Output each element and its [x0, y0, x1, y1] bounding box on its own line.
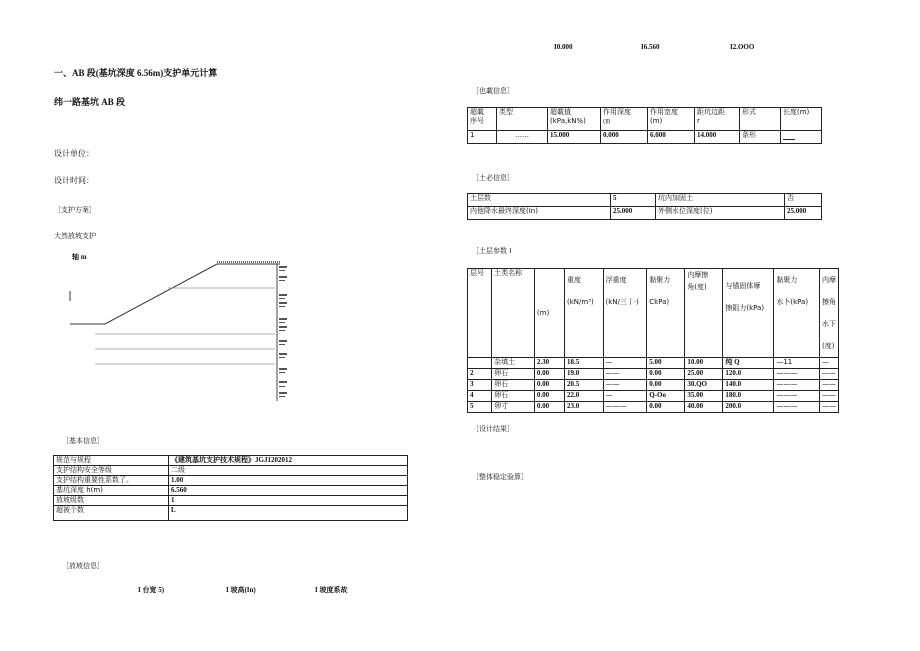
- table-cell: [468, 358, 492, 369]
- table-cell: 35.00: [685, 391, 723, 402]
- basic-info-table: [53, 455, 408, 521]
- table-header: 内摩擦角 水下(度): [820, 269, 839, 358]
- table-cell: 0.00: [647, 402, 685, 413]
- table-cell: 180.0: [723, 391, 774, 402]
- support-type: 大然放坡支护: [54, 232, 96, 240]
- table-cell: ——: [603, 380, 647, 391]
- slope-header-width: I 台宽 5): [138, 586, 165, 594]
- table-cell: 卵石: [492, 391, 535, 402]
- overload-table: [467, 107, 822, 144]
- table-row: [468, 369, 839, 380]
- table-cell: ———: [774, 380, 820, 391]
- table-header: 与锚固体摩 擦阻力(kPa): [723, 269, 774, 358]
- table-cell: ——: [820, 402, 839, 413]
- table-cell: 25.000: [611, 207, 656, 220]
- table-cell: ———: [603, 402, 647, 413]
- table-cell: 23.0: [565, 402, 604, 413]
- table-header: 内摩擦 角(度): [685, 269, 723, 358]
- table-header: 浮重度 (kN/三丨·): [603, 269, 647, 358]
- section-stability-heading: ［整体稳定验算］: [472, 473, 528, 481]
- table-row: [54, 476, 408, 486]
- table-cell: 卵石: [492, 380, 535, 391]
- table-header: 土类名称: [492, 269, 535, 358]
- soil-params-table: [467, 268, 839, 413]
- table-cell: 120.0: [723, 369, 774, 380]
- table-row: [468, 131, 822, 144]
- table-cell: 内他降水最终深度(In): [468, 207, 611, 220]
- table-cell: 杂填土: [492, 358, 535, 369]
- slope-header-height: I 坡高(In): [226, 586, 256, 594]
- table-row: [468, 207, 822, 220]
- table-cell: —11: [774, 358, 820, 369]
- section-soil-params-heading: ［土层参数 I: [472, 247, 512, 255]
- table-cell: 条形: [740, 131, 781, 144]
- table-header: 超載值 (kPa,kN%): [548, 108, 601, 131]
- design-unit-label: 设计单位：: [54, 149, 94, 158]
- table-row: [468, 402, 839, 413]
- table-cell: 0.00: [534, 369, 564, 380]
- page-subtitle: 纬一路基坑 AB 段: [54, 97, 126, 107]
- table-cell: Q-Oo: [647, 391, 685, 402]
- table-row: [468, 391, 839, 402]
- table-cell: ——: [820, 380, 839, 391]
- table-cell: ———: [774, 402, 820, 413]
- table-cell: 2: [468, 369, 492, 380]
- diagram-axis-label: 轴 m: [72, 253, 87, 261]
- table-cell: 19.0: [565, 369, 604, 380]
- table-row: [54, 456, 408, 466]
- table-cell: 卵寸: [492, 402, 535, 413]
- table-cell: 1: [468, 131, 497, 144]
- table-cell: 140.0: [723, 380, 774, 391]
- table-cell: 5.00: [647, 358, 685, 369]
- table-cell: 土层数: [468, 194, 611, 207]
- table-cell: —: [603, 358, 647, 369]
- slope-profile: [70, 264, 280, 324]
- table-header: 黏聚力 CkPa): [647, 269, 685, 358]
- table-header: 超載 序号: [468, 108, 497, 131]
- table-cell: 15.000: [548, 131, 601, 144]
- slope-diagram: [60, 256, 320, 406]
- table-cell: 规范与规程: [54, 456, 169, 466]
- table-cell: 22.0: [565, 391, 604, 402]
- section-soil-info-heading: ［土必信息］: [472, 174, 514, 182]
- table-cell: 4: [468, 391, 492, 402]
- table-row: [468, 108, 822, 131]
- section-overload-heading: ［也載信息］: [472, 87, 514, 95]
- table-cell: 0.00: [647, 369, 685, 380]
- section-basic-heading: ［基本信息］: [62, 437, 104, 445]
- section-support-heading: ［支护方案］: [54, 206, 96, 214]
- table-cell: ———: [774, 391, 820, 402]
- table-cell: 《建筑基坑支护技术规程》JGJ1202012: [169, 456, 408, 466]
- table-cell: ———: [774, 369, 820, 380]
- table-cell: —: [820, 358, 839, 369]
- section-design-result-heading: ［设计结果］: [472, 425, 514, 433]
- table-cell: 0.00: [647, 380, 685, 391]
- page-title: 一、AB 段(基坑深度 6.56m)支护单元计算: [54, 68, 218, 78]
- table-cell: 外侧水位深度(位): [656, 207, 785, 220]
- table-row: [468, 380, 839, 391]
- table-cell: 支护结构安全等级: [54, 466, 169, 476]
- table-cell: ——: [820, 391, 839, 402]
- table-cell: 30.QO: [685, 380, 723, 391]
- table-header: 类型: [497, 108, 548, 131]
- table-cell: 卵石: [492, 369, 535, 380]
- table-cell: 二级: [169, 466, 408, 476]
- table-row: [54, 466, 408, 476]
- table-cell: [781, 131, 822, 144]
- table-cell: ——: [603, 369, 647, 380]
- table-cell: 0.00: [534, 402, 564, 413]
- table-cell: 10.00: [685, 358, 723, 369]
- table-cell: 支护结构重要性系数了。: [54, 476, 169, 486]
- table-header: 形式: [740, 108, 781, 131]
- table-cell: 200.0: [723, 402, 774, 413]
- table-row: [54, 506, 408, 521]
- table-cell: 0.000: [601, 131, 648, 144]
- table-header: 层号: [468, 269, 492, 358]
- table-header: (m): [534, 269, 564, 358]
- table-row: [468, 269, 839, 358]
- table-row: [468, 194, 822, 207]
- table-cell: 6.560: [169, 486, 408, 496]
- slope-header-ratio: I 坡度系故: [315, 586, 348, 594]
- design-time-label: 设计时间：: [54, 176, 94, 185]
- soil-info-table: [467, 193, 822, 220]
- table-cell: 坑内加固土: [656, 194, 785, 207]
- table-cell: 放坡级数: [54, 496, 169, 506]
- table-cell: 否: [785, 194, 822, 207]
- table-cell: 25.00: [685, 369, 723, 380]
- table-cell: 5: [468, 402, 492, 413]
- table-cell: 1.00: [169, 476, 408, 486]
- table-cell: 0.00: [534, 391, 564, 402]
- table-cell: L: [169, 506, 408, 521]
- table-cell: 纯 Q: [723, 358, 774, 369]
- top-value-1: I0.000: [554, 43, 573, 51]
- table-cell: 18.5: [565, 358, 604, 369]
- table-header: 距坑边距 r: [695, 108, 740, 131]
- table-cell: ……: [497, 131, 548, 144]
- table-header: 黏聚力 水卜(kPa): [774, 269, 820, 358]
- table-cell: 20.5: [565, 380, 604, 391]
- table-header: 作用深度 ㎝: [601, 108, 648, 131]
- table-cell: 超被个数: [54, 506, 169, 521]
- table-cell: 40.00: [685, 402, 723, 413]
- table-row: [468, 358, 839, 369]
- table-cell: 14.000: [695, 131, 740, 144]
- depth-scale-ticks: [279, 266, 287, 397]
- table-cell: 6.000: [648, 131, 695, 144]
- top-value-2: I6.560: [641, 43, 660, 51]
- table-cell: 0.00: [534, 380, 564, 391]
- table-cell: 3: [468, 380, 492, 391]
- section-slope-heading: ［放坡信息］: [62, 562, 104, 570]
- table-cell: 5: [611, 194, 656, 207]
- table-header: 长度(m): [781, 108, 822, 131]
- table-row: [54, 496, 408, 506]
- table-cell: ——: [820, 369, 839, 380]
- table-cell: 25.000: [785, 207, 822, 220]
- top-value-3: I2.OOO: [730, 43, 755, 51]
- table-header: 作用宽度 (m): [648, 108, 695, 131]
- table-header: 重度 (kN/m³): [565, 269, 604, 358]
- table-cell: 基坑深度 h(m): [54, 486, 169, 496]
- table-cell: —: [603, 391, 647, 402]
- table-cell: 1: [169, 496, 408, 506]
- table-row: [54, 486, 408, 496]
- table-cell: 2.30: [534, 358, 564, 369]
